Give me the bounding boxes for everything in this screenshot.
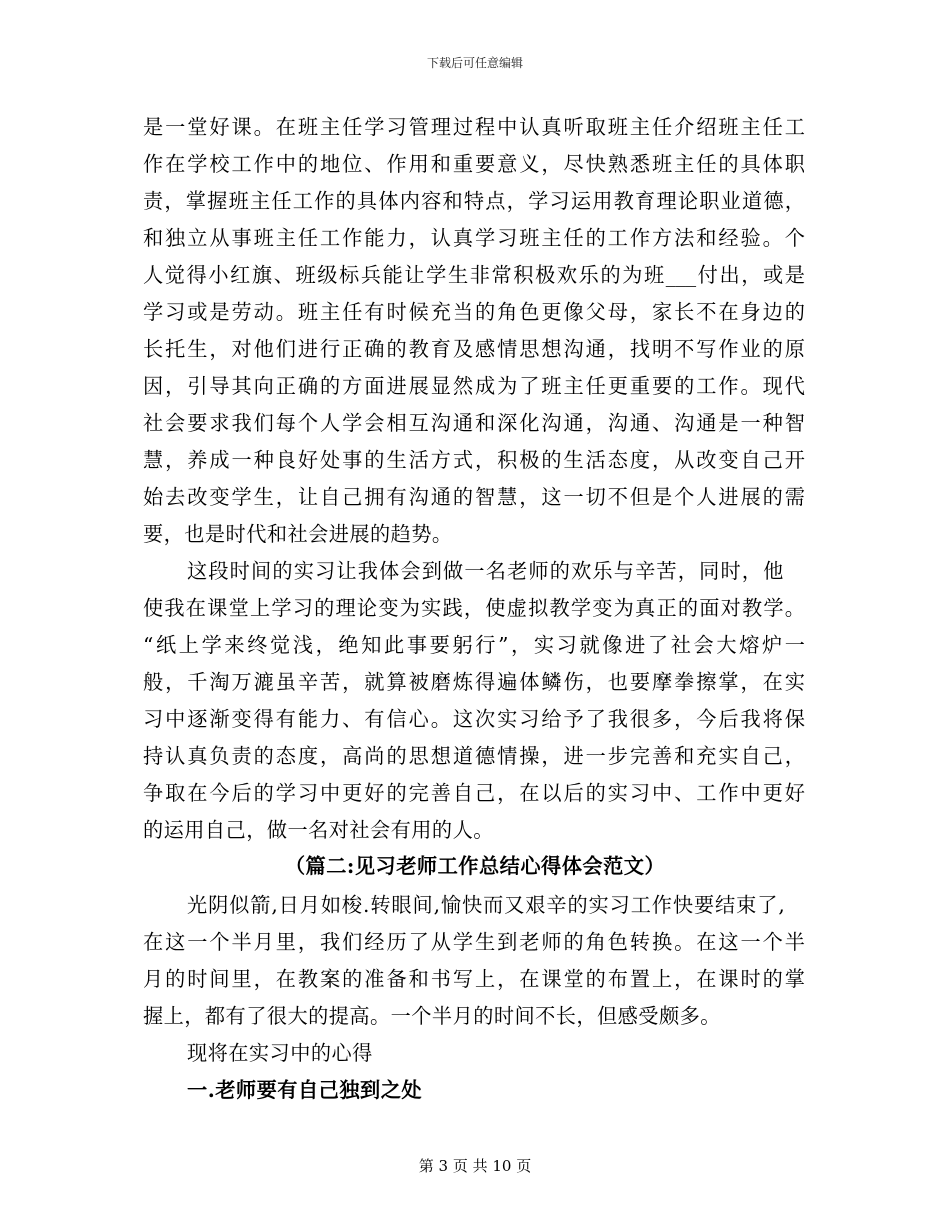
text-line: 争取在今后的学习中更好的完善自己，在以后的实习中、工作中更好 xyxy=(143,781,805,805)
text-line: 因，引导其向正确的方面进展显然成为了班主任更重要的工作。现代 xyxy=(143,374,805,398)
text-line: 和独立从事班主任工作能力，认真学习班主任的工作方法和经验。个 xyxy=(143,226,805,250)
text-line: 光阴似箭,日月如梭.转眼间,愉快而又艰辛的实习工作快要结束了, xyxy=(187,893,786,917)
text-line: 是一堂好课。在班主任学习管理过程中认真听取班主任介绍班主任工 xyxy=(143,115,805,139)
text-line: 要，也是时代和社会进展的趋势。 xyxy=(143,522,453,546)
text-line: 慧，养成一种良好处事的生活方式，积极的生活态度，从改变自己开 xyxy=(143,448,805,472)
text-line: 这段时间的实习让我体会到做一名老师的欢乐与辛苦，同时，他 xyxy=(187,559,785,583)
subheading: 一.老师要有自己独到之处 xyxy=(187,1078,423,1102)
text-line: 般，千淘万漉虽辛苦，就算被磨炼得遍体鳞伤，也要摩拳擦掌，在实 xyxy=(143,670,805,694)
text-line: 责，掌握班主任工作的具体内容和特点，学习运用教育理论职业道德， xyxy=(143,189,805,213)
text-line: 社会要求我们每个人学会相互沟通和深化沟通，沟通、沟通是一种智 xyxy=(143,411,805,435)
text-line: 人觉得小红旗、班级标兵能让学生非常积极欢乐的为班___付出，或是 xyxy=(143,263,805,287)
text-line: 使我在课堂上学习的理论变为实践，使虚拟教学变为真正的面对教学。 xyxy=(143,596,805,620)
text-line: 作在学校工作中的地位、作用和重要意义，尽快熟悉班主任的具体职 xyxy=(143,152,805,176)
text-line: 月的时间里，在教案的准备和书写上，在课堂的布置上，在课时的掌 xyxy=(143,967,805,991)
text-line: “纸上学来终觉浅，绝知此事要躬行”，实习就像进了社会大熔炉一 xyxy=(143,633,805,657)
text-line: 长托生，对他们进行正确的教育及感情思想沟通，找明不写作业的原 xyxy=(143,337,805,361)
text-line: 学习或是劳动。班主任有时候充当的角色更像父母，家长不在身边的 xyxy=(143,300,805,324)
page-header: 下载后可任意编辑 xyxy=(426,56,523,70)
text-line: 习中逐渐变得有能力、有信心。这次实习给予了我很多，今后我将保 xyxy=(143,707,805,731)
section-title: （篇二:见习老师工作总结心得体会范文） xyxy=(284,854,666,878)
paragraph-4: 现将在实习中的心得 xyxy=(187,1041,373,1065)
text-line: 的运用自己，做一名对社会有用的人。 xyxy=(143,818,494,842)
page-number: 第 3 页 共 10 页 xyxy=(418,1157,532,1175)
text-line: 在这一个半月里，我们经历了从学生到老师的角色转换。在这一个半 xyxy=(143,930,805,954)
text-line: 持认真负责的态度，高尚的思想道德情操，进一步完善和充实自己， xyxy=(143,744,805,768)
text-line: 握上，都有了很大的提高。一个半月的时间不长，但感受颇多。 xyxy=(143,1004,721,1028)
text-line: 始去改变学生，让自己拥有沟通的智慧，这一切不但是个人进展的需 xyxy=(143,485,805,509)
